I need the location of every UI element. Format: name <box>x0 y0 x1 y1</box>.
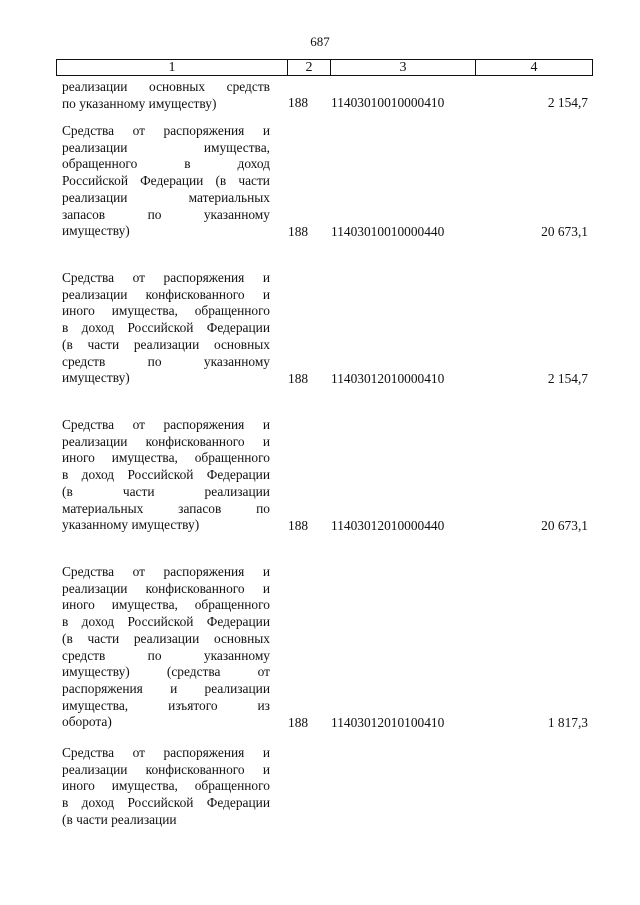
table-row <box>56 745 592 835</box>
description-line <box>62 354 270 371</box>
description-word: обращенного <box>62 156 138 172</box>
row-amount: 20 673,1 <box>541 224 588 239</box>
description-word: реализации <box>204 680 270 696</box>
column-header-row <box>57 60 593 76</box>
description-line <box>62 597 270 614</box>
description-word: в <box>62 467 69 483</box>
description-word: обращенного <box>194 303 270 319</box>
page-number: 687 <box>310 34 330 49</box>
description-word: и <box>262 417 270 432</box>
row-amount: 2 154,7 <box>547 95 588 110</box>
description-word: запасов <box>178 500 222 516</box>
description-line <box>62 207 270 224</box>
row-amount: 1 817,3 <box>547 715 588 730</box>
description-line <box>62 762 270 779</box>
description-word: в <box>62 614 69 630</box>
description-word: и <box>170 680 178 696</box>
description-word: доход <box>81 614 115 630</box>
description-word: основных <box>149 79 206 94</box>
description-line <box>62 484 270 501</box>
table-row <box>56 123 592 243</box>
description-word: и <box>262 745 270 760</box>
description-word: реализации <box>133 630 200 646</box>
description-word: части <box>122 483 155 499</box>
description-word: распоряжения <box>163 745 245 760</box>
description-word: Российской <box>127 467 194 483</box>
description-line <box>62 581 270 598</box>
description-word: указанному <box>203 353 270 369</box>
description-line <box>62 320 270 337</box>
description-word: конфискованного <box>145 580 245 596</box>
description-word: доход <box>81 795 115 811</box>
description-word: Средства <box>62 123 115 138</box>
row-code-admin: 188 <box>288 95 309 110</box>
description-word: Российской <box>127 795 194 811</box>
description-line <box>62 434 270 451</box>
description-line <box>62 698 270 715</box>
column-header-1: 1 <box>57 60 288 76</box>
row-code-admin: 188 <box>288 224 309 239</box>
description-word: доход <box>81 320 115 336</box>
description-word: в <box>62 320 69 336</box>
description-word: иного <box>62 778 95 794</box>
description-word: иного <box>62 597 95 613</box>
description-word: Федерации <box>140 173 204 189</box>
description-word: Средства <box>62 745 115 760</box>
row-description <box>62 79 270 112</box>
row-description <box>62 417 270 534</box>
description-word: части <box>238 173 270 189</box>
row-description <box>62 745 270 829</box>
description-line <box>62 681 270 698</box>
description-word: основных <box>213 336 270 352</box>
description-word: и <box>262 564 270 579</box>
description-word: реализации <box>62 433 128 449</box>
description-word: и <box>262 761 270 777</box>
description-word: реализации <box>62 189 128 205</box>
description-word: (в <box>62 336 73 352</box>
description-word: от <box>132 564 145 579</box>
description-word: в <box>184 156 191 172</box>
description-word: части <box>87 336 120 352</box>
description-line <box>62 564 270 581</box>
description-word: от <box>132 745 145 760</box>
description-word: имущества, <box>203 139 270 155</box>
description-word: реализации <box>62 580 128 596</box>
description-line <box>62 745 270 762</box>
description-word: запасов <box>62 206 106 222</box>
description-word: доход <box>237 156 270 172</box>
row-description <box>62 270 270 387</box>
description-word: Средства <box>62 270 115 285</box>
description-line <box>62 79 270 96</box>
description-word: средств <box>62 353 106 369</box>
description-word: Средства <box>62 417 115 432</box>
description-word: распоряжения <box>163 417 245 432</box>
description-word: и <box>262 286 270 302</box>
description-word: части <box>87 630 120 646</box>
description-word: Российской <box>62 173 128 189</box>
description-word: распоряжения <box>62 680 143 696</box>
column-header-2: 2 <box>288 60 331 76</box>
description-line: по указанному имуществу) <box>62 95 217 111</box>
description-line <box>62 778 270 795</box>
description-word: имуществу) <box>62 664 130 680</box>
description-word: реализации <box>62 286 128 302</box>
row-code-budget: 11403012010000410 <box>331 371 445 386</box>
description-word: в <box>62 795 69 811</box>
description-line <box>62 648 270 665</box>
table-row <box>56 270 592 390</box>
description-word: Федерации <box>206 795 270 811</box>
row-description <box>62 564 270 731</box>
description-line <box>62 664 270 681</box>
description-word: реализации <box>204 483 270 499</box>
description-word: (в <box>62 483 73 499</box>
description-line <box>62 614 270 631</box>
description-line <box>62 337 270 354</box>
description-line <box>62 156 270 173</box>
description-line <box>62 270 270 287</box>
description-word: Российской <box>127 320 194 336</box>
description-word: конфискованного <box>145 286 245 302</box>
description-word: реализации <box>62 79 128 94</box>
description-word: реализации <box>62 139 128 155</box>
description-line <box>62 631 270 648</box>
description-word: указанному <box>203 647 270 663</box>
column-header-4: 4 <box>476 60 593 76</box>
description-line <box>62 467 270 484</box>
description-word: имущества, <box>111 778 178 794</box>
description-word: распоряжения <box>163 123 245 138</box>
description-word: средств <box>226 79 270 94</box>
description-line <box>62 173 270 190</box>
description-word: указанному <box>203 206 270 222</box>
description-word: имущества, <box>111 597 178 613</box>
description-word: иного <box>62 303 95 319</box>
description-word: от <box>132 270 145 285</box>
description-word: по <box>256 500 270 516</box>
description-word: и <box>262 270 270 285</box>
description-word: от <box>257 664 270 680</box>
description-word: распоряжения <box>163 270 245 285</box>
description-word: Федерации <box>206 320 270 336</box>
row-code-budget: 11403012010000440 <box>331 518 445 533</box>
row-code-budget: 11403010010000410 <box>331 95 445 110</box>
description-word: реализации <box>133 336 200 352</box>
description-line <box>62 417 270 434</box>
description-line <box>62 123 270 140</box>
description-word: средств <box>62 647 106 663</box>
description-word: (в <box>215 173 227 189</box>
description-line: имуществу) <box>62 223 130 239</box>
description-line <box>62 287 270 304</box>
description-line: указанному имуществу) <box>62 517 200 533</box>
description-word: по <box>147 353 162 369</box>
description-word: изъятого <box>168 697 218 713</box>
description-word: по <box>147 647 162 663</box>
description-word: имущества, <box>62 697 129 713</box>
table-row <box>56 417 592 537</box>
description-line <box>62 190 270 207</box>
description-word: обращенного <box>194 450 270 466</box>
row-description <box>62 123 270 240</box>
description-word: (средства <box>166 664 221 680</box>
description-word: распоряжения <box>163 564 245 579</box>
description-line: имуществу) <box>62 370 130 386</box>
description-word: имущества, <box>111 450 178 466</box>
description-word: по <box>147 206 162 222</box>
description-word: из <box>257 697 270 713</box>
description-word: реализации <box>62 761 128 777</box>
column-header-3: 3 <box>331 60 476 76</box>
description-word: материальных <box>188 189 270 205</box>
description-word: и <box>262 433 270 449</box>
description-line <box>62 303 270 320</box>
description-word: иного <box>62 450 95 466</box>
row-code-budget: 11403010010000440 <box>331 224 445 239</box>
description-line <box>62 450 270 467</box>
description-word: Федерации <box>206 467 270 483</box>
description-word: Федерации <box>206 614 270 630</box>
row-amount: 2 154,7 <box>547 371 588 386</box>
row-code-budget: 11403012010100410 <box>331 715 445 730</box>
description-word: конфискованного <box>145 433 245 449</box>
description-word: доход <box>81 467 115 483</box>
description-word: обращенного <box>194 778 270 794</box>
description-line: (в части реализации <box>62 811 177 827</box>
row-code-admin: 188 <box>288 715 309 730</box>
description-word: основных <box>213 630 270 646</box>
description-line <box>62 795 270 812</box>
table-row <box>56 564 592 734</box>
description-line: оборота) <box>62 714 112 730</box>
description-word: материальных <box>62 500 144 516</box>
column-header-table <box>56 59 593 76</box>
description-word: (в <box>62 630 73 646</box>
table-row <box>56 79 592 113</box>
description-word: конфискованного <box>145 761 245 777</box>
description-line <box>62 140 270 157</box>
row-amount: 20 673,1 <box>541 518 588 533</box>
row-code-admin: 188 <box>288 371 309 386</box>
description-word: от <box>132 123 145 138</box>
description-word: и <box>262 580 270 596</box>
description-word: имущества, <box>111 303 178 319</box>
description-word: Средства <box>62 564 115 579</box>
description-word: Российской <box>127 614 194 630</box>
description-line <box>62 501 270 518</box>
description-word: обращенного <box>194 597 270 613</box>
row-code-admin: 188 <box>288 518 309 533</box>
description-word: от <box>132 417 145 432</box>
description-word: и <box>262 123 270 138</box>
